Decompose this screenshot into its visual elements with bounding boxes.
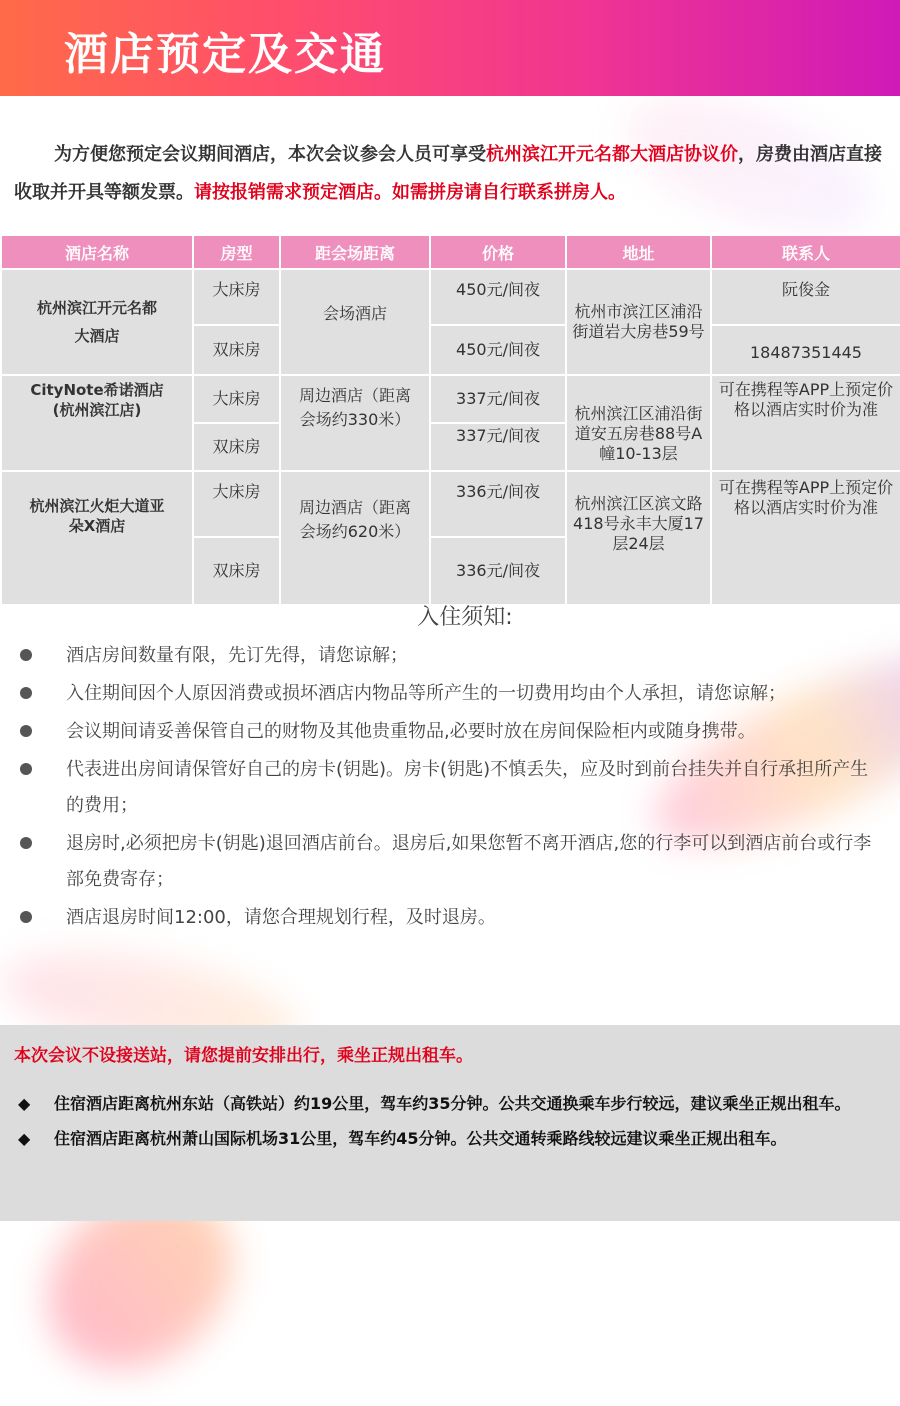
header-contact: 联系人: [712, 236, 900, 268]
room-type-cell: 大床房: [194, 376, 279, 422]
intro-text: [14, 136, 884, 212]
notice-text: 入住期间因个人原因消费或损坏酒店内物品等所产生的一切费用均由个人承担，请您谅解；: [66, 683, 786, 704]
contact-cell: 可在携程等APP上预定价格以酒店实时价为准: [712, 376, 900, 470]
table-row: [2, 472, 900, 536]
list-item: [20, 714, 880, 750]
list-item: [18, 1089, 884, 1118]
distance-cell: 周边酒店（距离会场约330米）: [281, 376, 429, 470]
room-type-cell: 双床房: [194, 538, 279, 604]
distance-cell: 周边酒店（距离会场约620米）: [281, 472, 429, 604]
transport-headline: 本次会议不设接送站，请您提前安排出行，乘坐正规出租车。: [14, 1046, 473, 1066]
notice-text: 代表进出房间请保管好自己的房卡(钥匙)。房卡(钥匙)不慎丢失，应及时到前台挂失并自行承担所产生的费用；: [66, 759, 869, 816]
bullet-icon: [20, 763, 32, 775]
address-cell: 杭州滨江区滨文路418号永丰大厦17层24层: [567, 472, 710, 604]
room-type-cell: 大床房: [194, 270, 279, 324]
price-cell: 336元/间夜: [431, 472, 565, 536]
intro-highlight-hotel: 杭州滨江开元名都大酒店协议价: [486, 144, 738, 165]
notice-list: [20, 638, 880, 938]
bullet-icon: [20, 725, 32, 737]
price-cell: 336元/间夜: [431, 538, 565, 604]
list-item: [20, 638, 880, 674]
intro-highlight-booking: 请按报销需求预定酒店。如需拼房请自行联系拼房人。: [194, 182, 626, 203]
hotel-table: [0, 234, 900, 606]
list-item: [20, 676, 880, 712]
intro-paragraph: [14, 136, 884, 212]
notice-text: 酒店房间数量有限，先订先得，请您谅解；: [66, 645, 408, 666]
bullet-icon: [20, 687, 32, 699]
list-item: [20, 826, 880, 898]
price-cell: 450元/间夜: [431, 326, 565, 374]
price-cell: 450元/间夜: [431, 270, 565, 324]
bullet-icon: [20, 911, 32, 923]
header-room-type: 房型: [194, 236, 279, 268]
diamond-bullet-icon: ◆: [18, 1094, 31, 1113]
intro-part2: ，房费由酒店直接收取并开具等额发票。: [14, 144, 882, 203]
bullet-icon: [20, 649, 32, 661]
hotel-name-cell: 杭州滨江火炬大道亚朵X酒店: [2, 472, 192, 604]
intro-part1: 为方便您预定会议期间酒店，本次会议参会人员可享受: [54, 144, 486, 165]
transport-text: 住宿酒店距离杭州东站（高铁站）约19公里，驾车约35分钟。公共交通换乘车步行较远，建议乘坐正规出租车。: [54, 1094, 851, 1113]
list-item: [18, 1124, 884, 1153]
price-cell: 337元/间夜: [431, 424, 565, 470]
header-price: 价格: [431, 236, 565, 268]
address-cell: 杭州滨江区浦沿街道安五房巷88号A幢10-13层: [567, 376, 710, 470]
contact-name-cell: 阮俊金: [712, 270, 900, 324]
room-type-cell: 双床房: [194, 326, 279, 374]
notice-text: 退房时,必须把房卡(钥匙)退回酒店前台。退房后,如果您暂不离开酒店,您的行李可以到酒店前台或行李部免费寄存；: [66, 833, 872, 890]
page-title: 酒店预定及交通: [64, 29, 386, 80]
list-item: [20, 752, 880, 824]
distance-cell: 会场酒店: [281, 270, 429, 374]
room-type-cell: 双床房: [194, 424, 279, 470]
bullet-icon: [20, 837, 32, 849]
header-address: 地址: [567, 236, 710, 268]
transport-text: 住宿酒店距离杭州萧山国际机场31公里，驾车约45分钟。公共交通转乘路线较远建议乘坐正规出租车。: [54, 1129, 787, 1148]
list-item: [20, 900, 880, 936]
table-row: [2, 376, 900, 422]
transport-section: [0, 1025, 900, 1221]
notice-text: 酒店退房时间12:00，请您合理规划行程，及时退房。: [66, 907, 496, 928]
header-distance: 距会场距离: [281, 236, 429, 268]
room-type-cell: 大床房: [194, 472, 279, 536]
hotel-name-cell: 杭州滨江开元名都大酒店: [2, 270, 192, 374]
header-banner: [0, 0, 900, 96]
address-cell: 杭州市滨江区浦沿街道岩大房巷59号: [567, 270, 710, 374]
header-hotel-name: 酒店名称: [2, 236, 192, 268]
table-header-row: [2, 236, 900, 268]
notice-text: 会议期间请妥善保管自己的财物及其他贵重物品,必要时放在房间保险柜内或随身携带。: [66, 721, 756, 742]
transport-list: [18, 1089, 884, 1159]
notice-title: 入住须知:: [417, 605, 513, 630]
table-row: [2, 270, 900, 324]
diamond-bullet-icon: ◆: [18, 1129, 31, 1148]
contact-phone-cell: 18487351445: [712, 326, 900, 374]
price-cell: 337元/间夜: [431, 376, 565, 422]
contact-cell: 可在携程等APP上预定价格以酒店实时价为准: [712, 472, 900, 604]
hotel-name-cell: CityNote希诺酒店(杭州滨江店): [2, 376, 192, 470]
